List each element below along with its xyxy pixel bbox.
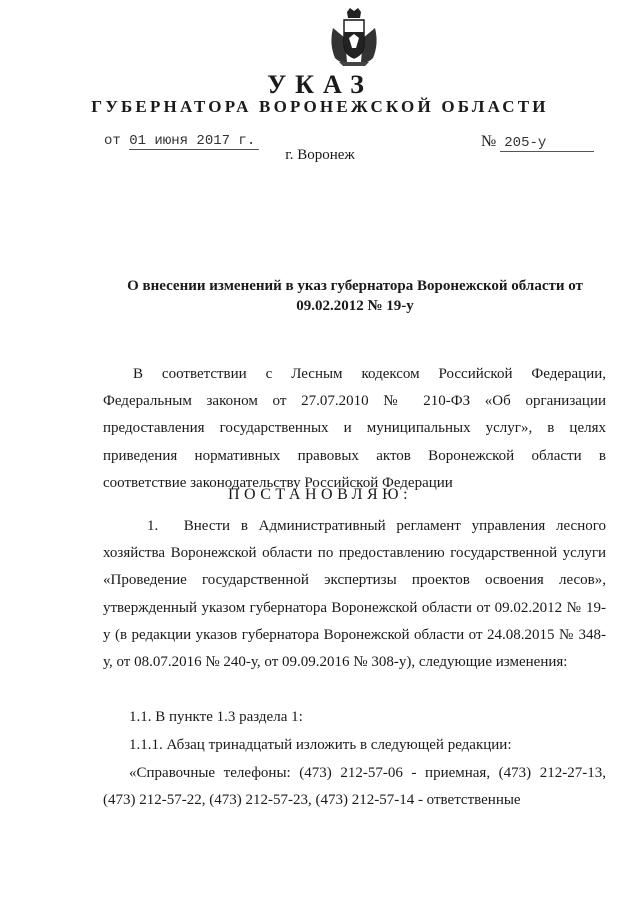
- date-value: 01 июня 2017 г.: [129, 133, 259, 150]
- item-1-1: 1.1. В пункте 1.3 раздела 1:: [129, 709, 303, 725]
- item-1-number: 1.: [147, 518, 159, 534]
- coat-of-arms-icon: [325, 8, 383, 68]
- item-1-text: Внести в Административный регламент управления лесного хозяйства Воронежской области по предоставлению государственной услуги «Проведение государственной экспертизы проектов освоения лесов», утвержденный указом губернатора Воронежской области от 09.02.2012 № 19-у (в редакции указов губернатора Воронежской области от 24.08.2015 № 348-у, от 08.07.2016 № 240-у, от 09.09.2016 № 308-у), следующие изменения:: [103, 518, 607, 671]
- document-title: УКАЗ: [267, 70, 373, 99]
- document-heading: О внесении изменений в указ губернатора Воронежской области от 09.02.2012 № 19-у: [127, 278, 583, 314]
- preamble-paragraph: В соответствии с Лесным кодексом Российской Федерации, Федеральным законом от 27.07.2010 № 210-ФЗ «Об организации предоставления государственных и муниципальных услуг», в целях приведения нормативных правовых актов Воронежской области в соответствие законодательству Российской Федерации: [103, 366, 606, 491]
- item-1-paragraph: [103, 513, 606, 676]
- decree-word: ПОСТАНОВЛЯЮ:: [227, 486, 413, 503]
- quote-paragraph: «Справочные телефоны: (473) 212-57-06 - приемная, (473) 212-27-13, (473) 212-57-22, (473) 212-57-23, (473) 212-57-14 - ответственные: [103, 765, 606, 809]
- city: г. Воронеж: [285, 147, 355, 163]
- number-value: 205-у: [500, 135, 594, 152]
- item-1-1-1: 1.1.1. Абзац тринадцатый изложить в следующей редакции:: [129, 737, 512, 753]
- date-prefix: от: [104, 133, 121, 149]
- issuer-title: ГУБЕРНАТОРА ВОРОНЕЖСКОЙ ОБЛАСТИ: [91, 97, 549, 116]
- number-prefix: №: [481, 133, 497, 150]
